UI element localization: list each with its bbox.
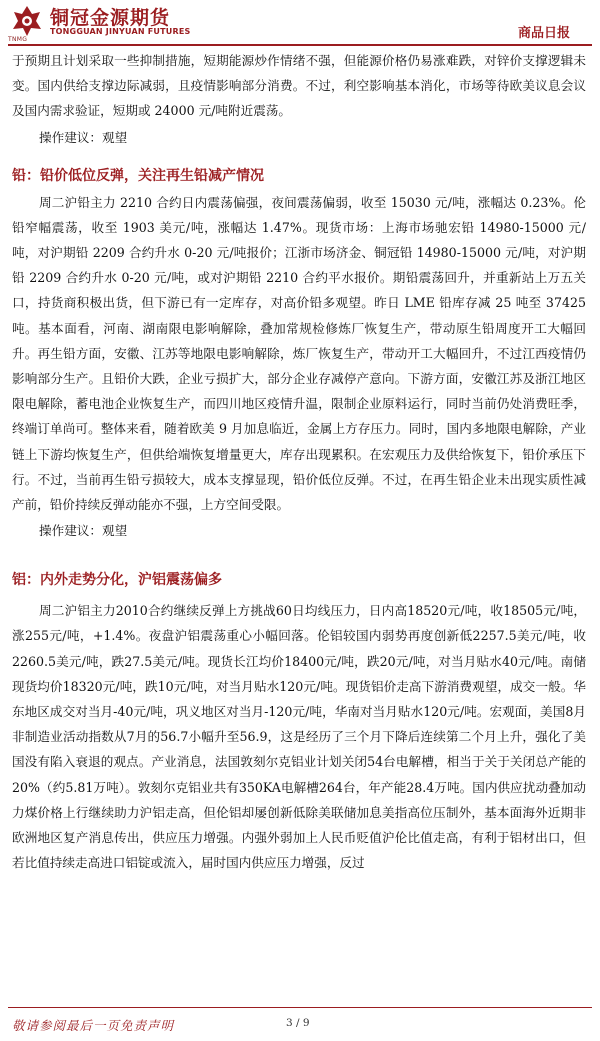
page-header (0, 0, 600, 46)
aluminum-section-title: 铝：内外走势分化，沪铝震荡偏多 (12, 572, 222, 589)
logo-subtext: TNMG (8, 36, 28, 43)
page-content (12, 48, 586, 875)
header-divider (8, 44, 592, 46)
footer-divider (8, 1007, 592, 1008)
report-type: 商品日报 (517, 26, 570, 41)
lead-advice: 操作建议：观望 (39, 523, 128, 539)
lead-section-title: 铅：铅价低位反弹，关注再生铅减产情况 (12, 167, 264, 184)
disclaimer-text: 敬请参阅最后一页免责声明 (12, 1018, 175, 1033)
aluminum-paragraph: 周二沪铝主力2010合约继续反弹上方挑战60日均线压力，日内高18520元/吨，收18505元/吨，涨255元/吨，+1.4%。夜盘沪铝震荡重心小幅回落。伦铝较国内弱势再度创新低2257.5美元/吨，收2260.5美元/吨，跌27.5美元/吨。现货长江均价18400元/吨，跌20元/吨，对当月贴水40元/吨。南储现货均价18320元/吨，跌10元/吨，对当月贴水120元/吨。现货铝价走高下游消费观望，成交一般。华东地区成交对当月-40元/吨，巩义地区对当月-120元/吨，华南对当月贴水120元/吨。宏观面，美国8月非制造业活动指数从7月的56.7小幅升至56.9，这是经历了三个月下降后连续第二个月上升，强化了美国没有陷入衰退的观点。产业消息，法国敦刻尔克铝业计划关闭54台电解槽，相当于关于关闭总产能的20%（约5.81万吨）。敦刻尔克铝业共有350KA电解槽264台，年产能28.4万吨。国内供应扰动叠加动力煤价格上行继续助力沪铝走高，但伦铝却屡创新低除美联储加息美指高位压制外，基本面海外近期非欧洲地区复产消息传出，供应压力增强。内强外弱加上人民币贬值沪伦比值走高，有利于铝材出口，但若比值持续走高进口铝锭或流入，届时国内供应压力增强，反过 (12, 603, 586, 871)
lead-paragraph: 周二沪铅主力 2210 合约日内震荡偏强，夜间震荡偏弱，收至 15030 元/吨，涨幅达 0.23%。伦铅窄幅震荡，收至 1903 美元/吨，涨幅达 1.47%。现货市场：上海市场驰宏铅 14980-15000 元/吨，对沪期铅 2209 合约升水 0-20 元/吨报价；江浙市场济金、铜冠铅 14980-15000 元/吨，对沪期铅 2209 合约升水 0-20 元/吨，或对沪期铅 2210 合约平水报价。期铅震荡回升，并重新站上万五关口，持货商积极出货，但下游已有一定库存，对高价铅多观望。昨日 LME 铅库存减 25 吨至 37425 吨。基本面看，河南、湖南限电影响解除，叠加常规检修炼厂恢复生产，带动原生铅周度开工大幅回升。再生铅方面，安徽、江苏等地限电影响解除，炼厂恢复生产，带动开工大幅回升，不过江西疫情仍影响部分生产。且铅价大跌，企业亏损扩大，部分企业存减停产意向。下游方面，安徽江苏及浙江地区限电解除，蓄电池企业恢复生产，而四川地区疫情升温，限制企业原料运行，同时当前仍处消费旺季，终端订单尚可。整体来看，随着欧美 9 月加息临近，金属上方存压力。同时，国内多地限电解除，产业链上下游均恢复生产，但供给端恢复增量更大，库存出现累积。在宏观压力及供给恢复下，铅价承压下行。不过，当前再生铅亏损较大，成本支撑显现，铅价低位反弹。不过，在再生铅企业未出现实质性减产前，铅价持续反弹动能亦不强，上方空间受限。 (12, 194, 586, 513)
page-number: 3 / 9 (286, 1017, 310, 1029)
company-name-en: TONGGUAN JINYUAN FUTURES (50, 27, 191, 36)
zinc-continued-paragraph: 于预期且计划采取一些抑制措施，短期能源炒作情绪不强，但能源价格仍易涨难跌，对锌价支撑逻辑未变。国内供给支撑边际减弱，且疫情影响部分消费。不过，利空影响基本消化，市场等待欧美议息会议及国内需求验证，短期或 24000 元/吨附近震荡。 (12, 53, 586, 119)
company-logo-icon (10, 4, 44, 38)
zinc-advice: 操作建议：观望 (39, 129, 128, 145)
company-name-cn: 铜冠金源期货 (50, 7, 171, 29)
